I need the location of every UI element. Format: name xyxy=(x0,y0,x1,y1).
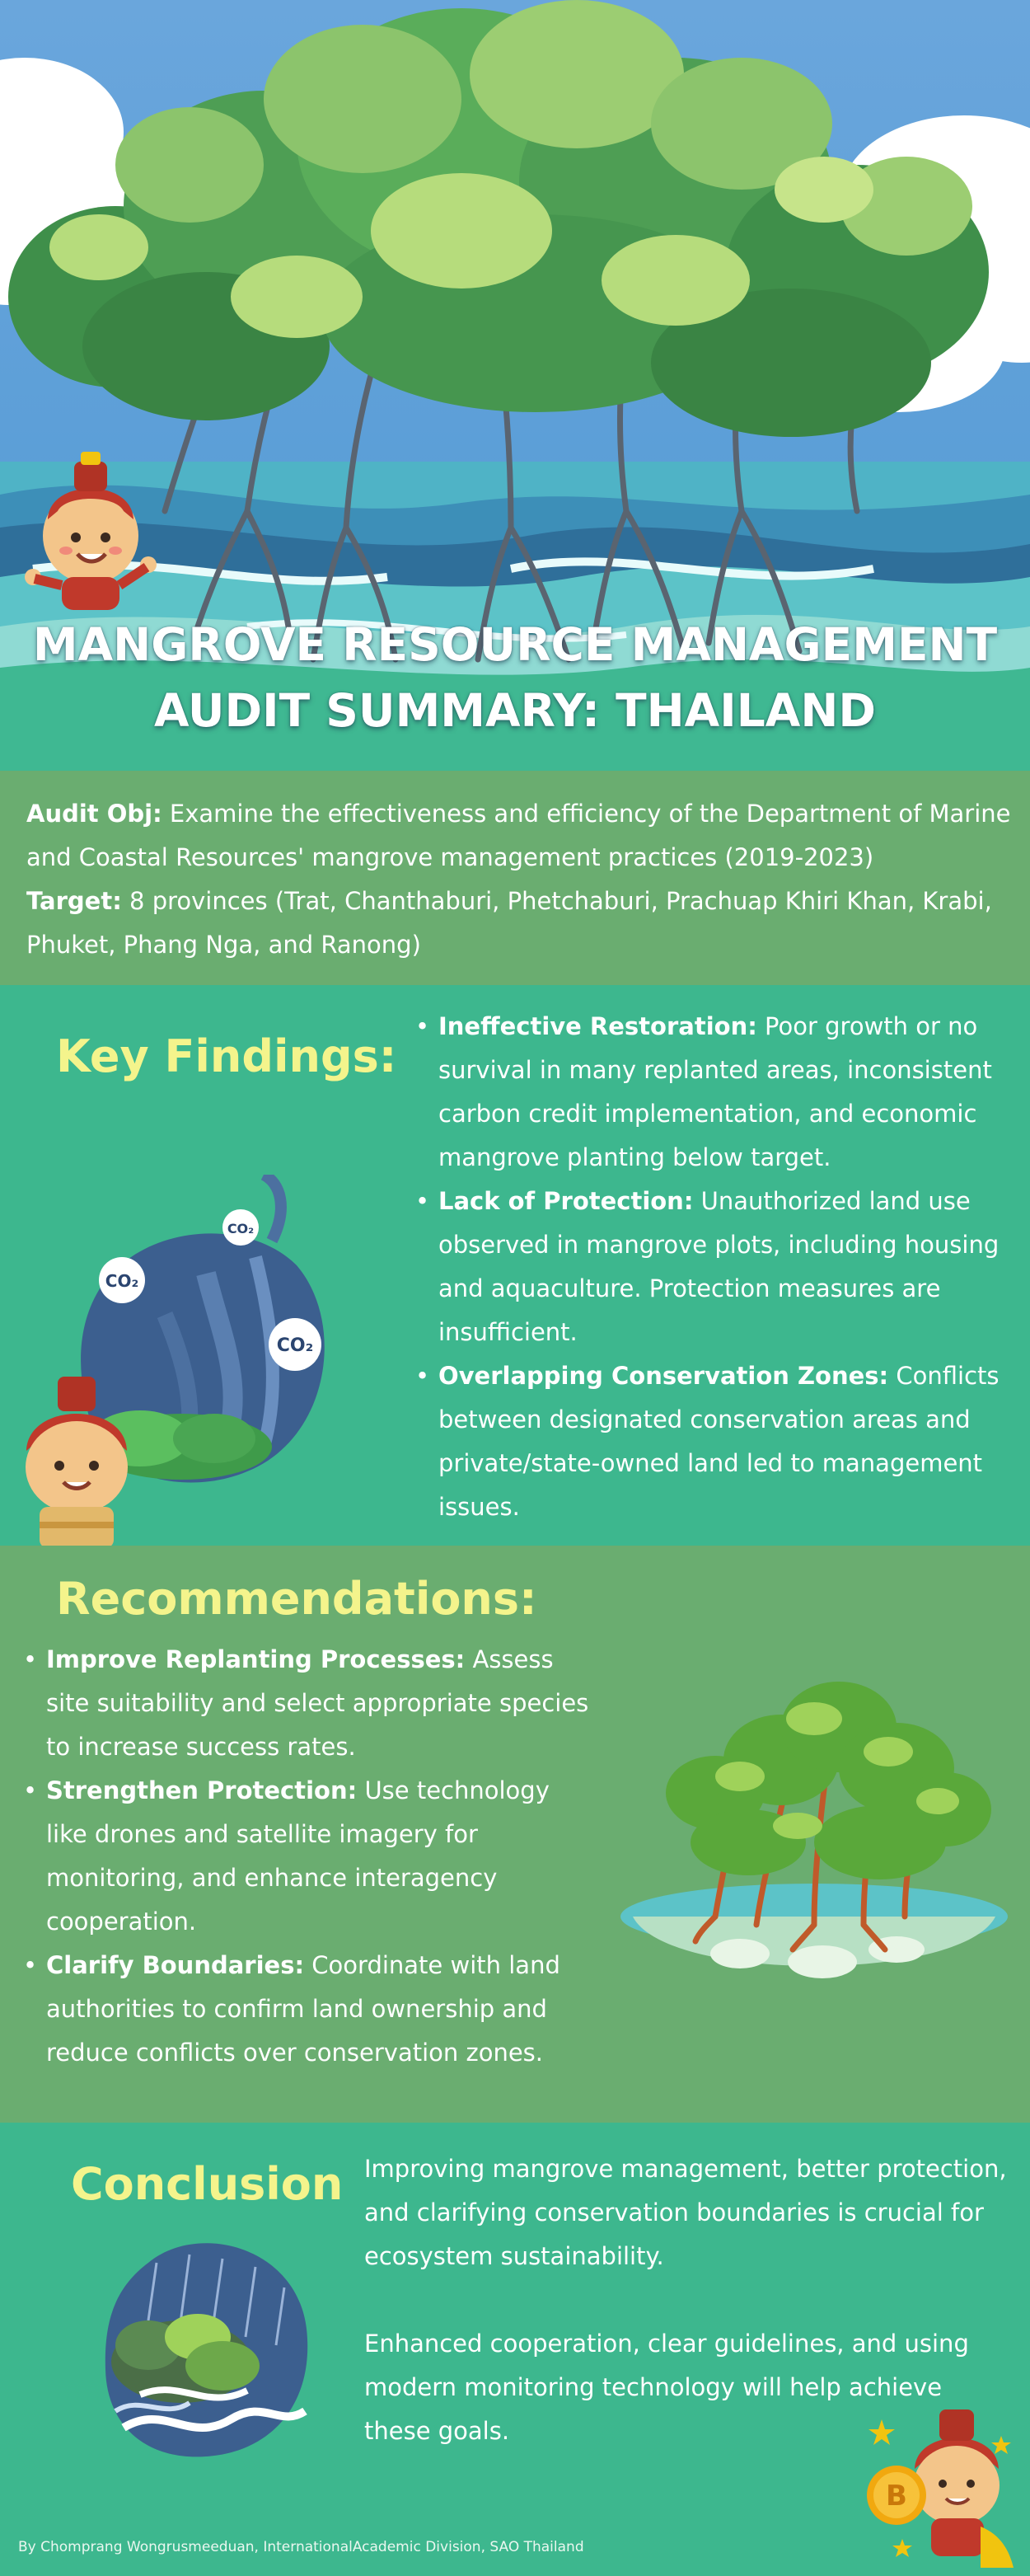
rain-over-mangrove-illustration xyxy=(91,2230,321,2477)
co2-label-1: CO₂ xyxy=(227,1221,255,1236)
audit-summary-text xyxy=(26,792,1015,967)
co2-bubble-left xyxy=(99,1257,145,1303)
page-title xyxy=(0,612,1030,744)
key-findings-section xyxy=(0,985,1030,1546)
title-line-1: MANGROVE RESOURCE MANAGEMENT xyxy=(32,618,998,671)
recommendation-text: Use technology like drones and satellite imagery for monitoring, and enhance interagency cooperation. xyxy=(46,1776,550,1936)
mangrove-island-illustration xyxy=(616,1669,1012,2015)
coin-symbol: B xyxy=(886,2480,907,2513)
conclusion-paragraph-2: Enhanced cooperation, clear guidelines, and using modern monitoring technology will help achieve these goals. xyxy=(364,2330,969,2445)
title-line-2: AUDIT SUMMARY: THAILAND xyxy=(153,684,877,737)
conclusion-paragraph-1: Improving mangrove management, better protection, and clarifying conservation boundaries is crucial for ecosystem sustainability. xyxy=(364,2155,1007,2270)
audit-target-text: 8 provinces (Trat, Chanthaburi, Phetchaburi, Prachuap Khiri Khan, Krabi, Phuket, Phang Nga, and Ranong) xyxy=(26,887,992,959)
recommendations-heading: Recommendations: xyxy=(56,1573,537,1625)
author-credit: By Chomprang Wongrusmeeduan, InternationalAcademic Division, SAO Thailand xyxy=(18,2539,584,2555)
conclusion-heading: Conclusion xyxy=(71,2158,344,2210)
recommendations-section xyxy=(0,1546,1030,2123)
recommendation-item xyxy=(18,1769,595,1944)
recommendation-item xyxy=(18,1638,595,1769)
hero-banner xyxy=(0,0,1030,771)
recommendation-label: Improve Replanting Processes: xyxy=(46,1645,466,1673)
audit-target-label: Target: xyxy=(26,887,122,915)
finding-text: Conflicts between designated conservation areas and private/state-owned land led to management issues. xyxy=(438,1362,1000,1521)
finding-label: Ineffective Restoration: xyxy=(438,1012,757,1040)
finding-text: Unauthorized land use observed in mangrove plots, including housing and aquaculture. Protection measures are insufficient. xyxy=(438,1187,1000,1346)
finding-text: Poor growth or no survival in many replanted areas, inconsistent carbon credit implementation, and economic mangrove planting below target. xyxy=(438,1012,992,1171)
finding-label: Overlapping Conservation Zones: xyxy=(438,1362,889,1390)
audit-objective-label: Audit Obj: xyxy=(26,800,162,828)
recommendation-text: Coordinate with land authorities to confirm land ownership and reduce conflicts over conservation zones. xyxy=(46,1951,560,2067)
canopy xyxy=(8,0,989,437)
recommendation-label: Strengthen Protection: xyxy=(46,1776,358,1804)
co2-bubble-small xyxy=(222,1209,259,1246)
recommendation-item xyxy=(18,1944,595,2075)
coin-icon xyxy=(867,2466,926,2525)
recommendation-label: Clarify Boundaries: xyxy=(46,1951,305,1979)
audit-summary-band xyxy=(0,771,1030,985)
co2-absorption-illustration xyxy=(0,1175,354,1546)
mascot-with-coin-illustration xyxy=(857,2403,1026,2572)
finding-label: Lack of Protection: xyxy=(438,1187,694,1215)
key-findings-heading: Key Findings: xyxy=(56,1030,397,1082)
co2-bubble-right xyxy=(269,1318,321,1371)
finding-item xyxy=(410,1180,1022,1354)
conclusion-section xyxy=(0,2123,1030,2576)
co2-label-2: CO₂ xyxy=(105,1271,139,1291)
finding-item xyxy=(410,1354,1022,1529)
audit-objective-text: Examine the effectiveness and efficiency of the Department of Marine and Coastal Resources' mangrove management practices (2019-2023) xyxy=(26,800,1011,871)
recommendation-text: Assess site suitability and select appropriate species to increase success rates. xyxy=(46,1645,589,1761)
co2-label-3: CO₂ xyxy=(276,1335,314,1356)
recommendations-list xyxy=(18,1638,595,2075)
key-findings-list xyxy=(410,1005,1022,1529)
finding-item xyxy=(410,1005,1022,1180)
